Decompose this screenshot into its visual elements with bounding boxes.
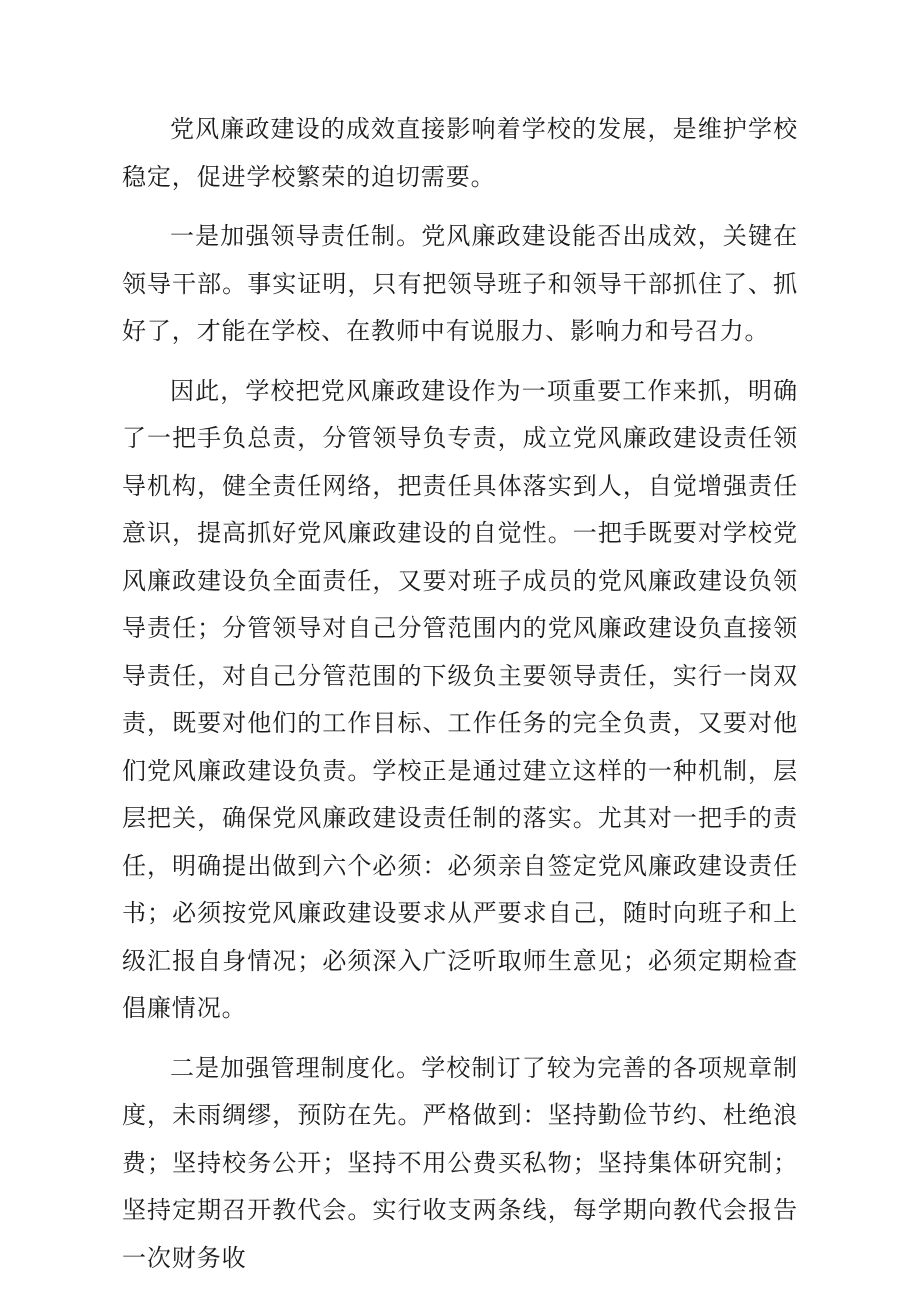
paragraph-intro: 党风廉政建设的成效直接影响着学校的发展，是维护学校稳定，促进学校繁荣的迫切需要。 — [122, 115, 798, 191]
paragraph-leadership-responsibility: 一是加强领导责任制。党风廉政建设能否出成效，关键在领导干部。事实证明，只有把领导班子和领导干部抓住了、抓好了，才能在学校、在教师中有说服力、影响力和号召力。 — [122, 222, 798, 345]
document-body — [122, 106, 798, 1294]
paragraph-responsibility-mechanism: 因此，学校把党风廉政建设作为一项重要工作来抓，明确了一把手负总责，分管领导负专责，成立党风廉政建设责任领导机构，健全责任网络，把责任具体落实到人，自觉增强责任意识，提高抓好党风廉政建设的自觉性。一把手既要对学校党风廉政建设负全面责任，又要对班子成员的党风廉政建设负领导责任；分管领导对自己分管范围内的党风廉政建设负直接领导责任，对自己分管范围的下级负主要领导责任，实行一岗双责，既要对他们的工作目标、工作任务的完全负责，又要对他们党风廉政建设负责。学校正是通过建立这样的一种机制，层层把关，确保党风廉政建设责任制的落实。尤其对一把手的责任，明确提出做到六个必须：必须亲自签定党风廉政建设责任书；必须按党风廉政建设要求从严要求自己，随时向班子和上级汇报自身情况；必须深入广泛听取师生意见；必须定期检查倡廉情况。 — [122, 376, 798, 1022]
paragraph-management-system: 二是加强管理制度化。学校制订了较为完善的各项规章制度，未雨绸缪，预防在先。严格做到：坚持勤俭节约、杜绝浪费；坚持校务公开；坚持不用公费买私物；坚持集体研究制；坚持定期召开教代会。实行收支两条线，每学期向教代会报告一次财务收 — [122, 1053, 798, 1272]
